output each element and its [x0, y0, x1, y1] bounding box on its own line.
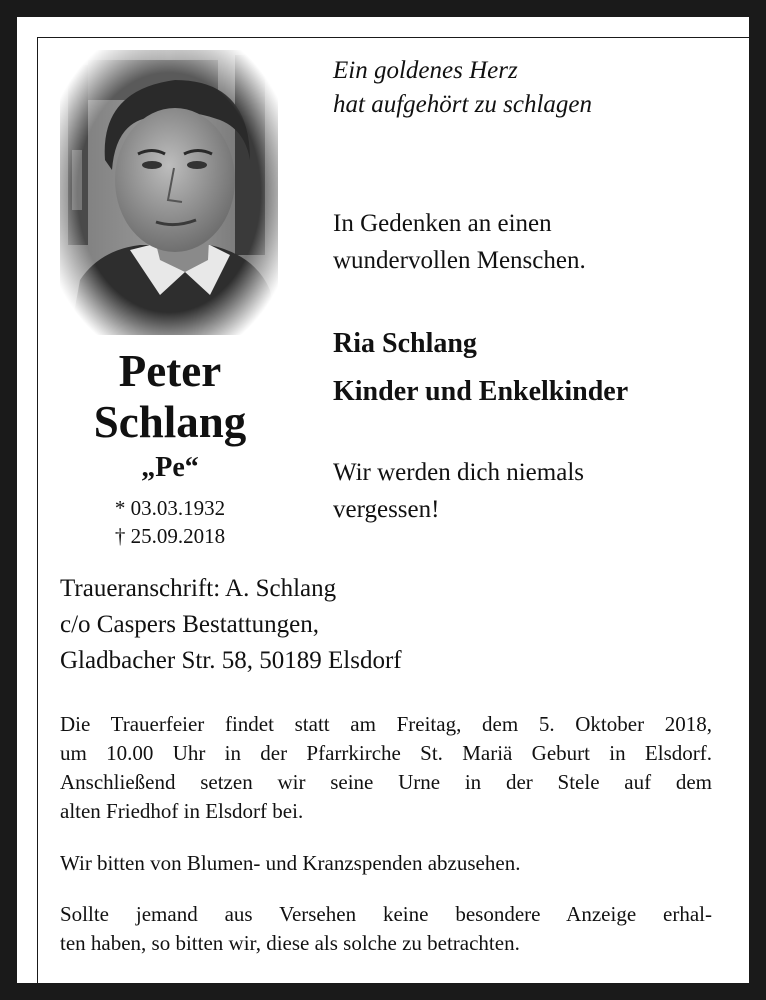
family-name-children: Kinder und Enkelkinder [333, 376, 629, 407]
quote-line: hat aufgehört zu schlagen [333, 91, 593, 118]
memorial-quote [333, 54, 592, 122]
funeral-service-info [60, 710, 712, 826]
notice-text [60, 900, 712, 958]
address-line: Traueranschrift: A. Schlang [60, 575, 337, 602]
memory-text [333, 205, 586, 279]
quote-line: Ein goldenes Herz [333, 57, 518, 84]
family-name-spouse: Ria Schlang [333, 328, 477, 359]
portrait-photo [60, 50, 278, 335]
deceased-first-name: Peter [118, 346, 222, 396]
mourning-address [60, 571, 402, 679]
service-line: um 10.00 Uhr in der Pfarrkirche St. Mariä Geburt in Elsdorf. [60, 741, 712, 765]
never-forget-line: Wir werden dich niemals [333, 459, 584, 486]
service-line: Anschließend setzen wir seine Urne in der Stele auf dem [60, 770, 712, 794]
service-line: alten Friedhof in Elsdorf bei. [60, 799, 304, 823]
service-line: Die Trauerfeier findet statt am Freitag, dem 5. Oktober 2018, [60, 712, 712, 736]
notice-line: Sollte jemand aus Versehen keine besondere Anzeige erhal- [60, 902, 712, 926]
never-forget-text [333, 454, 584, 528]
address-line: Gladbacher Str. 58, 50189 Elsdorf [60, 647, 402, 674]
memory-line: wundervollen Menschen. [333, 247, 586, 274]
never-forget-line: vergessen! [333, 496, 440, 523]
address-line: c/o Caspers Bestattungen, [60, 611, 319, 638]
birth-date: * 03.03.1932 [114, 496, 226, 520]
flowers-request: Wir bitten von Blumen- und Kranzspenden abzusehen. [60, 851, 521, 875]
deceased-last-name: Schlang [93, 397, 247, 447]
memory-line: In Gedenken an einen [333, 210, 552, 237]
deceased-nickname: „Pe“ [141, 452, 199, 483]
death-date: † 25.09.2018 [114, 524, 226, 548]
notice-line: ten haben, so bitten wir, diese als solche zu betrachten. [60, 931, 520, 955]
